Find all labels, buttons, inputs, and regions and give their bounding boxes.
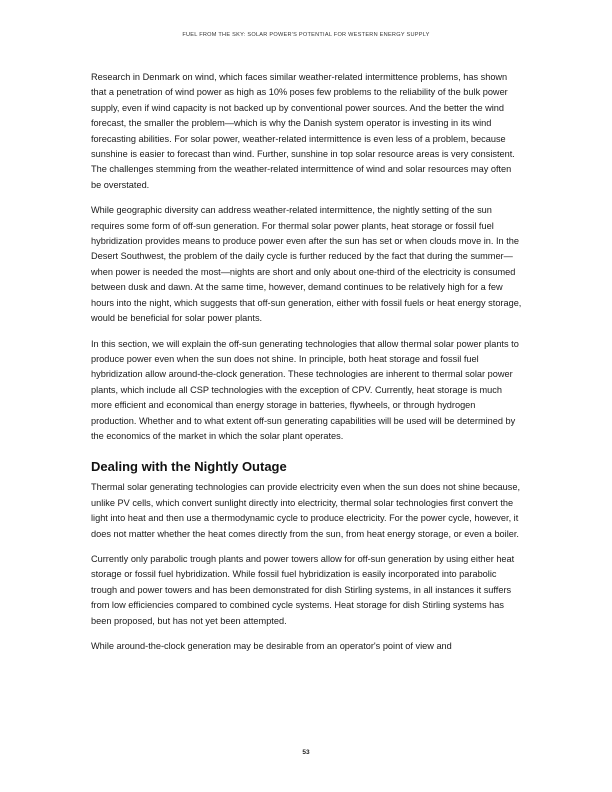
body-paragraph: Research in Denmark on wind, which faces similar weather-related intermittence problems, has shown that a penetration of wind power as high as 10% poses few problems to the reliability of the bulk power supply, even if wind capacity is not backed up by conventional power sources. And the better the wind forecast, the smaller the problem—which is why the Danish system operator is investing in its wind forecasting abilities. For solar power, weather-related intermittence is even less of a problem, because sunshine is easier to forecast than wind. Further, sunshine in top solar resource areas is very consistent. The challenges stemming from the weather-related intermittence of wind and solar resources may often be overstated. bbox=[91, 72, 515, 190]
running-header: FUEL FROM THE SKY: SOLAR POWER'S POTENTIAL FOR WESTERN ENERGY SUPPLY bbox=[182, 32, 430, 38]
body-paragraph: While geographic diversity can address weather-related intermittence, the nightly setting of the sun requires some form of off-sun generation. For thermal solar power plants, heat storage or fossil fuel hybridization provides means to produce power even after the sun has set or when clouds move in. In the Desert Southwest, the problem of the daily cycle is further reduced by the fact that during the summer—when power is needed the most—nights are short and only about one-third of the electricity is consumed between dusk and dawn. At the same time, however, demand continues to be relatively high for a few hours into the night, which suggests that off-sun generation, either with fossil fuels or heat energy storage, would be beneficial for solar power plants. bbox=[91, 205, 522, 324]
section-paragraph: While around-the-clock generation may be desirable from an operator's point of view and bbox=[91, 641, 452, 651]
section-heading: Dealing with the Nightly Outage bbox=[91, 459, 287, 475]
page-number: 53 bbox=[302, 749, 310, 756]
page-body bbox=[91, 70, 523, 664]
body-paragraph: In this section, we will explain the off-sun generating technologies that allow thermal solar power plants to produce power even when the sun does not shine. In principle, both heat storage and fossil fuel hybridization allow around-the-clock generation. These technologies are inherent to thermal solar power plants, which include all CSP technologies with the exception of CPV. Currently, heat storage is much more efficient and economical than energy storage in batteries, flywheels, or through hydrogen production. Whether and to what extent off-sun generating capabilities will be used will be determined by the economics of the market in which the solar plant operates. bbox=[91, 338, 519, 441]
section-paragraph: Currently only parabolic trough plants and power towers allow for off-sun generation by using either heat storage or fossil fuel hybridization. While fossil fuel hybridization is easily incorporated into parabolic trough and power towers and has been demonstrated for dish Stirling systems, in all instances it suffers from low efficiencies compared to combined cycle systems. Heat storage for dish Stirling systems has been proposed, but has not yet been attempted. bbox=[91, 553, 515, 626]
section-paragraph: Thermal solar generating technologies can provide electricity even when the sun does not shine because, unlike PV cells, which convert sunlight directly into electricity, thermal solar technologies first convert the light into heat and then use a thermodynamic cycle to produce electricity. For the power cycle, however, it does not matter whether the heat comes directly from the sun, from heat energy storage, or even a boiler. bbox=[91, 482, 521, 539]
